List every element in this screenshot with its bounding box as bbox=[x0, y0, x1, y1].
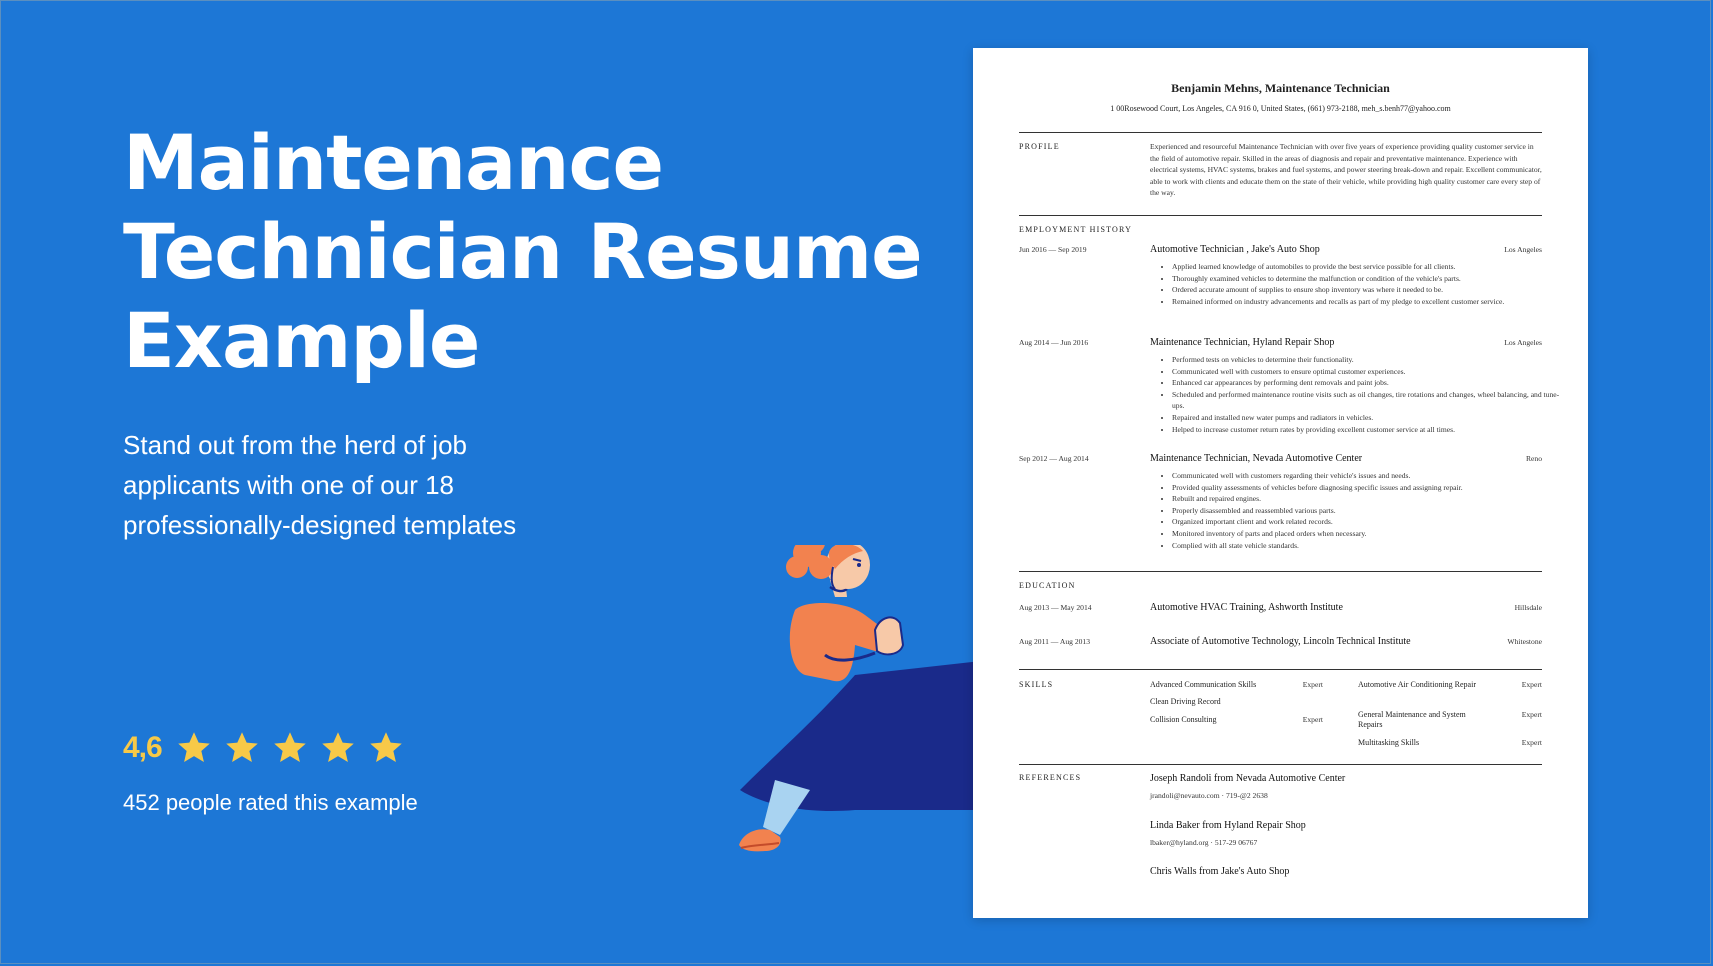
section-label-profile: PROFILE bbox=[1019, 142, 1060, 151]
skill-name: Clean Driving Record bbox=[1150, 697, 1221, 706]
list-item: • Rebuilt and repaired engines. bbox=[1172, 493, 1564, 505]
rated-count-text: 452 people rated this example bbox=[123, 790, 418, 815]
title-line-2: Technician Resume bbox=[123, 207, 922, 296]
subtitle-line-3: professionally-designed templates bbox=[123, 510, 517, 540]
skill-name: General Maintenance and System Repairs bbox=[1358, 710, 1466, 729]
job-dates: Jun 2016 — Sep 2019 bbox=[1019, 245, 1087, 254]
skill-level: Expert bbox=[1302, 715, 1323, 724]
reference-contact: lbaker@hyland.org · 517-29 06767 bbox=[1150, 838, 1258, 847]
job-bullets bbox=[1150, 354, 1564, 435]
star-icon bbox=[176, 730, 212, 766]
section-label-skills: SKILLS bbox=[1019, 680, 1054, 689]
page-title bbox=[123, 118, 923, 385]
reference-contact: jrandoli@nevauto.com · 719-@2 2638 bbox=[1150, 791, 1268, 800]
list-item: • Thoroughly examined vehicles to determine the malfunction or condition of the vehicle's parts. bbox=[1172, 273, 1564, 285]
page-subtitle bbox=[123, 425, 603, 545]
skill-level: Expert bbox=[1302, 680, 1323, 689]
skill-name: Collision Consulting bbox=[1150, 715, 1217, 724]
rating-summary bbox=[123, 730, 404, 766]
job-dates: Aug 2014 — Jun 2016 bbox=[1019, 338, 1089, 347]
star-icon bbox=[272, 730, 308, 766]
list-item: • Scheduled and performed maintenance routine visits such as oil changes, tire rotations and changes, wheel balancing, and tune-ups. bbox=[1172, 389, 1564, 412]
rating-value: 4,6 bbox=[123, 731, 162, 764]
skill-name: Multitasking Skills bbox=[1358, 738, 1420, 747]
list-item: • Provided quality assessments of vehicles before diagnosing specific issues and assigning repair. bbox=[1172, 482, 1564, 494]
list-item: • Ordered accurate amount of supplies to ensure shop inventory was where it needed to be. bbox=[1172, 284, 1564, 296]
job-bullets bbox=[1150, 470, 1564, 551]
education-dates: Aug 2013 — May 2014 bbox=[1019, 603, 1092, 612]
list-item: • Organized important client and work related records. bbox=[1172, 516, 1564, 528]
list-item: • Communicated well with customers to ensure optimal customer experiences. bbox=[1172, 366, 1564, 378]
section-divider bbox=[1019, 215, 1542, 216]
job-location: Los Angeles bbox=[1504, 338, 1542, 347]
reference-name: Chris Walls from Jake's Auto Shop bbox=[1150, 866, 1290, 877]
skill-level: Expert bbox=[1521, 680, 1542, 689]
reference-name: Joseph Randoli from Nevada Automotive Center bbox=[1150, 773, 1346, 784]
list-item: • Complied with all state vehicle standards. bbox=[1172, 540, 1564, 552]
title-line-1: Maintenance bbox=[123, 118, 664, 207]
subtitle-line-2: applicants with one of our 18 bbox=[123, 470, 454, 500]
education-location: Hillsdale bbox=[1514, 603, 1542, 612]
job-location: Reno bbox=[1525, 454, 1542, 463]
education-dates: Aug 2011 — Aug 2013 bbox=[1019, 637, 1091, 646]
list-item: • Properly disassembled and reassembled various parts. bbox=[1172, 505, 1564, 517]
section-divider bbox=[1019, 669, 1542, 670]
section-label-employment: EMPLOYMENT HISTORY bbox=[1019, 225, 1133, 234]
education-title: Associate of Automotive Technology, Lincoln Technical Institute bbox=[1150, 636, 1411, 647]
list-item: • Enhanced car appearances by performing dent removals and paint jobs. bbox=[1172, 377, 1564, 389]
skill-level: Expert bbox=[1521, 738, 1542, 747]
list-item: • Applied learned knowledge of automobiles to provide the best service possible for all clients. bbox=[1172, 261, 1564, 273]
job-dates: Sep 2012 — Aug 2014 bbox=[1019, 454, 1089, 463]
star-icon bbox=[224, 730, 260, 766]
profile-text: Experienced and resourceful Maintenance Technician with over five years of experience providing quality customer service in the field of automotive repair. Skilled in the areas of diagnosis and repair and preventative maintenance. Experience with electrical systems, HVAC systems, brakes and fuel systems, and power steering break-down and repair. Excellent communicator, able to work with clients and educate them on the state of their vehicle, while providing high quality customer care every step of the way. bbox=[1150, 142, 1542, 197]
title-line-3: Example bbox=[123, 296, 480, 385]
section-label-references: REFERENCES bbox=[1019, 773, 1082, 782]
resume-contact: 1 00Rosewood Court, Los Angeles, CA 916 0, United States, (661) 973-2188, meh_s.benh77@yahoo.com bbox=[1110, 104, 1451, 113]
list-item: • Monitored inventory of parts and placed orders when necessary. bbox=[1172, 528, 1564, 540]
star-rating bbox=[176, 730, 404, 766]
job-location: Los Angeles bbox=[1504, 245, 1542, 254]
star-icon bbox=[320, 730, 356, 766]
section-label-education: EDUCATION bbox=[1019, 581, 1076, 590]
job-title: Maintenance Technician, Hyland Repair Shop bbox=[1150, 337, 1335, 348]
reference-name: Linda Baker from Hyland Repair Shop bbox=[1150, 820, 1306, 831]
list-item: • Performed tests on vehicles to determine their functionality. bbox=[1172, 354, 1564, 366]
education-location: Whitestone bbox=[1507, 637, 1542, 646]
resume-name: Benjamin Mehns, Maintenance Technician bbox=[1171, 81, 1390, 95]
resume-preview[interactable] bbox=[973, 48, 1588, 918]
skill-level: Expert bbox=[1521, 710, 1542, 719]
job-bullets bbox=[1150, 261, 1564, 307]
section-divider bbox=[1019, 571, 1542, 572]
list-item: • Remained informed on industry advancements and recalls as part of my pledge to excellent customer service. bbox=[1172, 296, 1564, 308]
section-divider bbox=[1019, 764, 1542, 765]
list-item: • Repaired and installed new water pumps and radiators in vehicles. bbox=[1172, 412, 1564, 424]
section-divider bbox=[1019, 132, 1542, 133]
person-illustration bbox=[735, 545, 1000, 880]
skill-name: Automotive Air Conditioning Repair bbox=[1358, 680, 1476, 689]
list-item: • Communicated well with customers regarding their vehicle's issues and needs. bbox=[1172, 470, 1564, 482]
job-title: Maintenance Technician, Nevada Automotive Center bbox=[1150, 453, 1363, 464]
list-item: • Helped to increase customer return rates by providing excellent customer service at all times. bbox=[1172, 424, 1564, 436]
education-title: Automotive HVAC Training, Ashworth Institute bbox=[1150, 602, 1343, 613]
subtitle-line-1: Stand out from the herd of job bbox=[123, 430, 467, 460]
job-title: Automotive Technician , Jake's Auto Shop bbox=[1150, 244, 1320, 255]
skill-name: Advanced Communication Skills bbox=[1150, 680, 1257, 689]
star-icon bbox=[368, 730, 404, 766]
